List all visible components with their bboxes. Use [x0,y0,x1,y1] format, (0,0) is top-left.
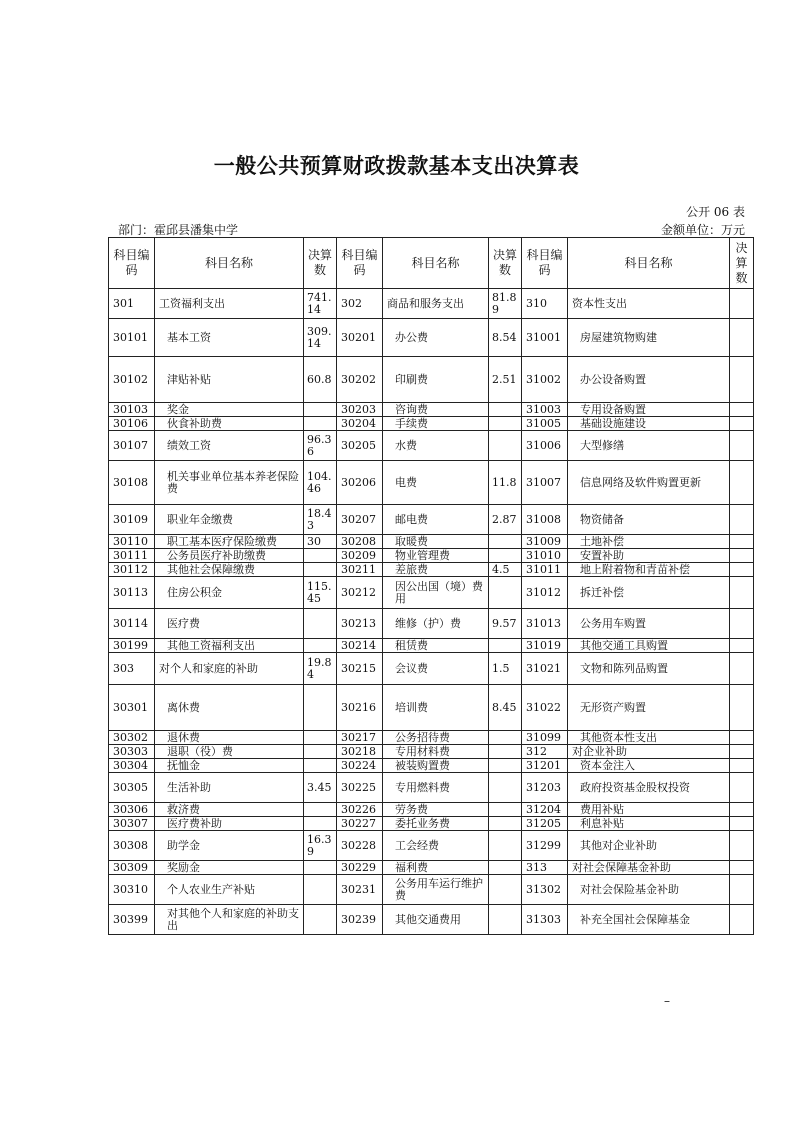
subject-code: 301 [109,289,155,319]
subject-code: 30109 [109,505,155,535]
subject-name: 商品和服务支出 [383,289,489,319]
subject-code: 30399 [109,905,155,935]
subject-name: 水费 [383,431,489,461]
table-row [109,417,754,431]
subject-name: 伙食补助费 [155,417,304,431]
subject-code: 31007 [522,461,568,505]
amount-value [730,357,754,403]
subject-code: 31302 [522,875,568,905]
subject-code: 303 [109,653,155,685]
subject-code: 30110 [109,535,155,549]
subject-code: 31205 [522,817,568,831]
table-row [109,831,754,861]
subject-code: 31299 [522,831,568,861]
subject-name: 医疗费 [155,609,304,639]
subject-name: 大型修缮 [568,431,730,461]
subject-name: 文物和陈列品购置 [568,653,730,685]
subject-code: 31012 [522,577,568,609]
subject-name: 对其他个人和家庭的补助支出 [155,905,304,935]
subject-name: 个人农业生产补贴 [155,875,304,905]
amount-value [304,803,337,817]
table-row [109,817,754,831]
subject-code: 30114 [109,609,155,639]
amount-value [489,905,522,935]
table-row [109,875,754,905]
subject-code: 30308 [109,831,155,861]
subject-code: 30301 [109,685,155,731]
amount-value [730,535,754,549]
subject-name: 专用材料费 [383,745,489,759]
table-row [109,403,754,417]
subject-code: 30201 [337,319,383,357]
table-row [109,745,754,759]
amount-value [730,609,754,639]
subject-code: 31013 [522,609,568,639]
amount-value: 2.87 [489,505,522,535]
subject-name: 医疗费补助 [155,817,304,831]
subject-name: 会议费 [383,653,489,685]
subject-name: 差旅费 [383,563,489,577]
subject-name: 其他社会保障缴费 [155,563,304,577]
table-row [109,905,754,935]
amount-value [730,577,754,609]
amount-value [304,905,337,935]
amount-value [730,685,754,731]
subject-code: 30199 [109,639,155,653]
subject-name: 生活补助 [155,773,304,803]
subject-name: 委托业务费 [383,817,489,831]
amount-value [730,417,754,431]
subject-name: 土地补偿 [568,535,730,549]
amount-value: 16.39 [304,831,337,861]
amount-value [730,803,754,817]
subject-name: 绩效工资 [155,431,304,461]
header-code-2: 科目编码 [337,238,383,289]
amount-value: 741.14 [304,289,337,319]
subject-code: 30212 [337,577,383,609]
subject-code: 30307 [109,817,155,831]
amount-value: 8.54 [489,319,522,357]
subject-code: 313 [522,861,568,875]
amount-value: 11.8 [489,461,522,505]
header-amount-1: 决算数 [304,238,337,289]
subject-code: 31203 [522,773,568,803]
subject-code: 31006 [522,431,568,461]
subject-name: 取暖费 [383,535,489,549]
subject-code: 30108 [109,461,155,505]
amount-value [489,577,522,609]
amount-value [304,731,337,745]
amount-value: 104.46 [304,461,337,505]
subject-code: 30211 [337,563,383,577]
subject-name: 拆迁补偿 [568,577,730,609]
amount-value [489,431,522,461]
subject-code: 31019 [522,639,568,653]
subject-code: 30306 [109,803,155,817]
subject-name: 职工基本医疗保险缴费 [155,535,304,549]
subject-name: 政府投资基金股权投资 [568,773,730,803]
form-number: 公开 06 表 [686,205,745,219]
table-row [109,653,754,685]
table-row [109,535,754,549]
subject-code: 30103 [109,403,155,417]
subject-name: 助学金 [155,831,304,861]
header-name-1: 科目名称 [155,238,304,289]
amount-value [730,861,754,875]
amount-value [730,653,754,685]
subject-name: 对企业补助 [568,745,730,759]
amount-value: 4.5 [489,563,522,577]
amount-value [304,745,337,759]
subject-code: 30217 [337,731,383,745]
table-row [109,549,754,563]
subject-code: 31021 [522,653,568,685]
amount-value [304,875,337,905]
subject-name: 资本性支出 [568,289,730,319]
subject-code: 31005 [522,417,568,431]
subject-code: 310 [522,289,568,319]
header-amount-3: 决算数 [730,238,754,289]
amount-value [730,759,754,773]
table-row [109,731,754,745]
subject-code: 30205 [337,431,383,461]
subject-name: 租赁费 [383,639,489,653]
amount-value [730,319,754,357]
amount-value [304,685,337,731]
footer-mark: – [664,994,670,1008]
table-row [109,773,754,803]
amount-value [304,417,337,431]
amount-value [489,831,522,861]
subject-name: 专用燃料费 [383,773,489,803]
subject-code: 30239 [337,905,383,935]
subject-code: 30218 [337,745,383,759]
subject-code: 30208 [337,535,383,549]
amount-value [730,831,754,861]
subject-code: 30107 [109,431,155,461]
subject-name: 无形资产购置 [568,685,730,731]
amount-value [304,549,337,563]
table-row [109,803,754,817]
subject-code: 31099 [522,731,568,745]
table-row [109,357,754,403]
subject-name: 被装购置费 [383,759,489,773]
amount-value [489,875,522,905]
amount-value [730,289,754,319]
subject-name: 退职（役）费 [155,745,304,759]
subject-name: 对个人和家庭的补助 [155,653,304,685]
subject-name: 地上附着物和青苗补偿 [568,563,730,577]
subject-name: 对社会保险基金补助 [568,875,730,905]
amount-value [304,639,337,653]
amount-value [730,563,754,577]
subject-code: 30229 [337,861,383,875]
table-row [109,759,754,773]
subject-name: 其他交通费用 [383,905,489,935]
subject-code: 30113 [109,577,155,609]
subject-name: 职业年金缴费 [155,505,304,535]
subject-code: 30209 [337,549,383,563]
expenditure-table [108,237,754,935]
header-name-3: 科目名称 [568,238,730,289]
subject-code: 30206 [337,461,383,505]
subject-name: 住房公积金 [155,577,304,609]
amount-value: 19.84 [304,653,337,685]
subject-code: 30203 [337,403,383,417]
subject-name: 机关事业单位基本养老保险费 [155,461,304,505]
subject-name: 物业管理费 [383,549,489,563]
subject-code: 30304 [109,759,155,773]
table-row [109,461,754,505]
subject-code: 30225 [337,773,383,803]
subject-name: 印刷费 [383,357,489,403]
subject-name: 公务员医疗补助缴费 [155,549,304,563]
table-row [109,609,754,639]
subject-name: 资本金注入 [568,759,730,773]
subject-name: 费用补贴 [568,803,730,817]
subject-name: 维修（护）费 [383,609,489,639]
amount-value [730,773,754,803]
amount-value [304,563,337,577]
subject-code: 30202 [337,357,383,403]
table-row [109,505,754,535]
subject-name: 津贴补贴 [155,357,304,403]
amount-value: 2.51 [489,357,522,403]
header-amount-2: 决算数 [489,238,522,289]
subject-name: 手续费 [383,417,489,431]
subject-code: 31009 [522,535,568,549]
subject-code: 30224 [337,759,383,773]
subject-name: 培训费 [383,685,489,731]
amount-value: 8.45 [489,685,522,731]
subject-name: 公务用车购置 [568,609,730,639]
subject-name: 信息网络及软件购置更新 [568,461,730,505]
amount-value [489,731,522,745]
amount-value [730,817,754,831]
subject-code: 30204 [337,417,383,431]
subject-code: 30216 [337,685,383,731]
department-label: 部门：霍邱县潘集中学 [118,223,239,237]
subject-code: 30207 [337,505,383,535]
subject-code: 30309 [109,861,155,875]
table-row [109,319,754,357]
table-row [109,563,754,577]
table-row [109,431,754,461]
subject-name: 安置补助 [568,549,730,563]
subject-name: 离休费 [155,685,304,731]
amount-value [489,803,522,817]
subject-code: 30213 [337,609,383,639]
amount-value [489,549,522,563]
amount-value [489,639,522,653]
amount-value: 81.89 [489,289,522,319]
amount-value [730,505,754,535]
amount-value [730,731,754,745]
amount-value [304,759,337,773]
amount-value: 9.57 [489,609,522,639]
amount-value [304,817,337,831]
subject-name: 工会经费 [383,831,489,861]
amount-value [489,403,522,417]
subject-name: 退休费 [155,731,304,745]
table-row [109,639,754,653]
subject-code: 30226 [337,803,383,817]
header-row [109,238,754,289]
subject-code: 30303 [109,745,155,759]
subject-code: 30231 [337,875,383,905]
amount-value [730,461,754,505]
amount-value: 3.45 [304,773,337,803]
subject-code: 312 [522,745,568,759]
amount-value: 115.45 [304,577,337,609]
subject-name: 咨询费 [383,403,489,417]
amount-value [730,745,754,759]
subject-name: 其他交通工具购置 [568,639,730,653]
amount-value: 96.36 [304,431,337,461]
subject-name: 其他资本性支出 [568,731,730,745]
header-code-3: 科目编码 [522,238,568,289]
subject-name: 公务招待费 [383,731,489,745]
subject-code: 31022 [522,685,568,731]
amount-value: 60.8 [304,357,337,403]
subject-name: 奖励金 [155,861,304,875]
subject-name: 专用设备购置 [568,403,730,417]
amount-value: 309.14 [304,319,337,357]
subject-name: 福利费 [383,861,489,875]
table-row [109,289,754,319]
subject-name: 对社会保障基金补助 [568,861,730,875]
subject-code: 30305 [109,773,155,803]
amount-value: 1.5 [489,653,522,685]
subject-code: 30101 [109,319,155,357]
subject-code: 31001 [522,319,568,357]
amount-value [730,403,754,417]
subject-code: 31010 [522,549,568,563]
subject-name: 基础设施建设 [568,417,730,431]
subject-name: 办公费 [383,319,489,357]
amount-value: 30 [304,535,337,549]
subject-name: 因公出国（境）费用 [383,577,489,609]
amount-value [730,875,754,905]
subject-code: 30227 [337,817,383,831]
subject-code: 30228 [337,831,383,861]
amount-value [304,403,337,417]
amount-value [489,773,522,803]
subject-code: 30214 [337,639,383,653]
amount-value [489,817,522,831]
subject-code: 31201 [522,759,568,773]
amount-value [489,759,522,773]
subject-name: 救济费 [155,803,304,817]
unit-label: 金额单位：万元 [660,223,745,237]
amount-value [730,549,754,563]
subject-code: 31204 [522,803,568,817]
amount-value [730,905,754,935]
subject-name: 电费 [383,461,489,505]
amount-value [489,417,522,431]
amount-value [304,609,337,639]
amount-value [489,861,522,875]
subject-code: 30102 [109,357,155,403]
amount-value: 18.43 [304,505,337,535]
subject-name: 抚恤金 [155,759,304,773]
subject-name: 工资福利支出 [155,289,304,319]
subject-name: 其他对企业补助 [568,831,730,861]
subject-name: 补充全国社会保障基金 [568,905,730,935]
header-code-1: 科目编码 [109,238,155,289]
subject-code: 30112 [109,563,155,577]
subject-code: 30106 [109,417,155,431]
subject-name: 邮电费 [383,505,489,535]
table-row [109,577,754,609]
subject-code: 31303 [522,905,568,935]
subject-name: 物资储备 [568,505,730,535]
subject-name: 其他工资福利支出 [155,639,304,653]
subject-code: 31003 [522,403,568,417]
subject-code: 30302 [109,731,155,745]
subject-code: 31011 [522,563,568,577]
table-row [109,861,754,875]
subject-code: 31002 [522,357,568,403]
subject-name: 奖金 [155,403,304,417]
header-name-2: 科目名称 [383,238,489,289]
subject-name: 公务用车运行维护费 [383,875,489,905]
subject-code: 302 [337,289,383,319]
subject-code: 31008 [522,505,568,535]
amount-value [489,745,522,759]
subject-name: 劳务费 [383,803,489,817]
subject-name: 基本工资 [155,319,304,357]
subject-name: 利息补贴 [568,817,730,831]
subject-code: 30310 [109,875,155,905]
amount-value [304,861,337,875]
subject-code: 30111 [109,549,155,563]
subject-name: 房屋建筑物购建 [568,319,730,357]
subject-code: 30215 [337,653,383,685]
amount-value [730,639,754,653]
table-row [109,685,754,731]
subject-name: 办公设备购置 [568,357,730,403]
page-title: 一般公共预算财政拨款基本支出决算表 [213,153,580,178]
amount-value [730,431,754,461]
amount-value [489,535,522,549]
